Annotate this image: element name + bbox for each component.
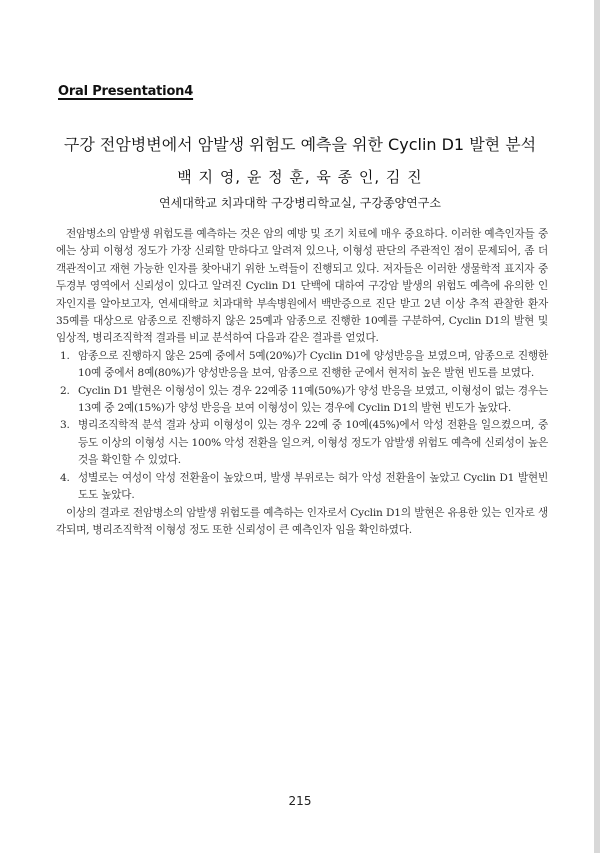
page-number: 215 [288, 794, 312, 808]
paper-authors: 백 지 영, 윤 정 훈, 육 종 인, 김 진 [177, 168, 423, 186]
result-number: 3. [60, 419, 70, 432]
paper-affiliation: 연세대학교 치과대학 구강병리학교실, 구강종양연구소 [159, 196, 441, 210]
result-number: 4. [60, 471, 70, 484]
result-item [60, 383, 548, 418]
result-item [60, 417, 548, 469]
paper-title: 구강 전암병변에서 암발생 위험도 예측을 위한 Cyclin D1 발현 분석 [63, 135, 537, 154]
page-edge-shadow [594, 0, 600, 853]
intro-paragraph: 전암병소의 암발생 위험도를 예측하는 것은 암의 예방 및 조기 치료에 매우 중요하다. 이러한 예측인자들 중에는 상피 이형성 정도가 가장 신뢰할 만하다고 알려져 있으나, 이형성 판단의 주관적인 점이 문제되어, 좀 더 객관적이고 재현 가능한 인자를 찾아내기 위한 노력들이 진행되고 있다. 저자들은 이러한 생물학적 표지자 중 두경부 영역에서 신뢰성이 있다고 알려진 Cyclin D1 단백에 대하여 구강암 발생의 위험도 예측에 유의한 인자인지를 알아보고자, 연세대학교 치과대학 부속병원에서 백반증으로 진단 받고 2년 이상 추적 관찰한 환자 35예를 대상으로 암종으로 진행하지 않은 25예과 암종으로 진행한 10예를 구분하여, Cyclin D1의 발현 및 임상적, 병리조직학적 결과를 비교 분석하여 다음과 같은 결과를 얻었다. [56, 228, 548, 345]
result-text: 성별로는 여성이 악성 전환율이 높았으며, 발생 부위로는 혀가 악성 전환율이 높았고 Cyclin D1 발현빈도도 높았다. [78, 471, 548, 502]
section-label: Oral Presentation4 [58, 84, 194, 99]
result-number: 2. [60, 384, 70, 397]
result-item [60, 348, 548, 383]
results-list [56, 348, 548, 505]
result-text: Cyclin D1 발현은 이형성이 있는 경우 22예중 11예(50%)가 양성 반응을 보였고, 이형성이 없는 경우는 13예 중 2예(15%)가 양성 반응을 보여 이형성이 있는 경우에 Cyclin D1의 발현 빈도가 높았다. [78, 384, 548, 415]
abstract-body [56, 226, 548, 539]
result-text: 병리조직학적 분석 결과 상피 이형성이 있는 경우 22예 중 10예(45%)에서 악성 전환을 일으켰으며, 중등도 이상의 이형성 시는 100% 악성 전환을 일으켜, 이형성 정도가 암발생 위험도 예측에 신뢰성이 높은 것을 확인할 수 있었다. [78, 419, 548, 467]
conclusion-paragraph: 이상의 결과로 전암병소의 암발생 위험도를 예측하는 인자로서 Cyclin D1의 발현은 유용한 있는 인자로 생각되며, 병리조직학적 이형성 정도 또한 신뢰성이 큰 예측인자 임을 확인하였다. [56, 506, 548, 536]
result-text: 암종으로 진행하지 않은 25예 중에서 5예(20%)가 Cyclin D1에 양성반응을 보였으며, 암종으로 진행한 10예 중에서 8예(80%)가 양성반응을 보여, 암종으로 진행한 군에서 현저히 높은 발현 빈도를 보였다. [78, 349, 548, 380]
result-item [60, 470, 548, 505]
result-number: 1. [60, 349, 70, 362]
